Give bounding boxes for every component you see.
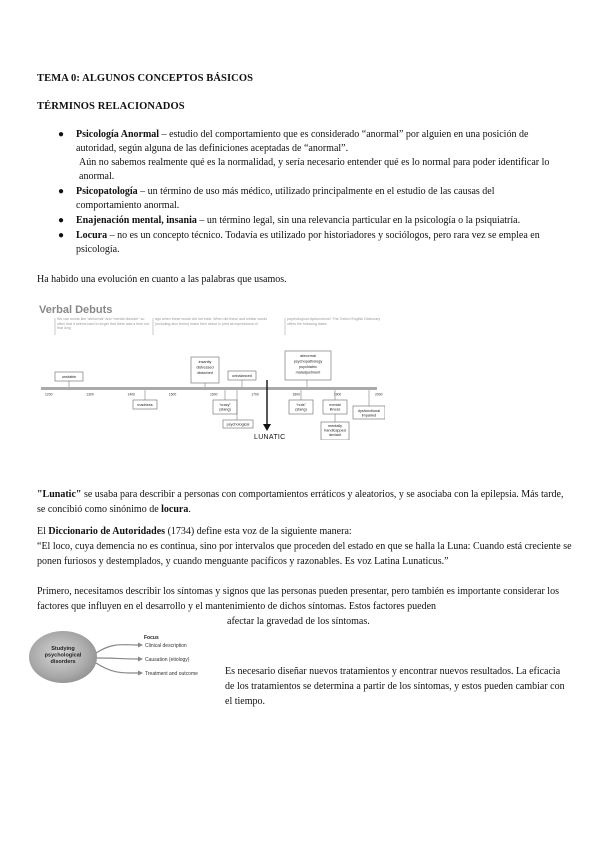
term-label-line: psychological [44,652,82,659]
lunatic-paragraph [37,487,573,517]
term-definition: – un término legal, sin una relevancia particular en la psicología o la psiquiatría. [196,215,521,226]
bullet-icon: ● [58,186,65,197]
term-label [329,403,341,412]
arrow-right-icon [138,657,143,662]
diccionario-paragraph [37,524,573,569]
timeline-year: 1700 [251,392,259,397]
term-label-line: abnormal [300,354,316,358]
dicc-pre: El [37,526,49,537]
term-label-line: mentally [327,424,343,428]
figure-caption: We use words like “abnormal” and “mental disorder” so often that it seems hard to forget that there was a time not that long [57,317,150,331]
figure-title: Verbal Debuts [39,304,113,316]
term-label-line: “nuts” [296,403,306,407]
term-label: unbalanced [232,374,252,378]
term-label-line: psychopathology [293,359,323,364]
timeline-year: 1300 [86,392,94,397]
timeline-year: 1600 [210,392,218,397]
list-item [56,128,556,184]
timeline-year: 1500 [168,392,177,397]
dicc-term: Diccionario de Autoridades [48,526,166,537]
term-label-line: (slang) [295,407,307,412]
timeline-year: 2000 [375,392,383,397]
figure-caption: ago when these words did not exist. When did these and similar words (including also terms) make their debut in print as expressions of [155,317,268,326]
term-label-line: psychiatric [299,365,317,369]
term-label: Psicopatología [76,186,138,197]
list-item [56,214,556,228]
focus-label: Focus [144,635,159,641]
term-label: Locura [76,230,108,241]
diagram-arrow [96,645,138,653]
term-label [196,360,213,375]
term-label-line: handicapped [324,428,346,433]
lunatic-text: se usaba para describir a personas con comportamientos erráticos y aleatorios, y se asociaba con la epilepsia. Más tarde, se concibió como sinónimo de [37,489,564,515]
term-label-line: insanity [198,360,212,364]
lunatic-label: LUNATIC [254,434,286,441]
term-label-line: mental [329,403,341,407]
bullet-icon: ● [58,129,65,140]
bullet-icon: ● [58,230,65,241]
term-label-line: Studying [51,646,75,652]
term-label-line: (slang) [219,407,231,412]
term-label [295,403,307,412]
term-label: madness [137,403,153,407]
term-label-line: disturbed [197,371,213,375]
term-definition: – estudio del comportamiento que es considerado “anormal” por alguien en una posición de autoridad, según alguna de las definiciones aceptadas de “anormal”. [76,129,529,154]
diagram-item: Causation (etiology) [145,657,190,663]
final-paragraph: Es necesario diseñar nuevos tratamientos y encontrar nuevos resultados. La eficacia de los tratamientos se determina a partir de los síntomas, y estos pueden cambiar con el tiempo. [225,666,565,707]
term-label: Psicología Anormal [76,129,160,140]
term-label-line: deviant [328,433,342,437]
diagram-item: Treatment and outcome [145,671,198,677]
term-label-line: “crazy” [219,403,231,407]
timeline-bar [41,387,377,390]
primero-text: Primero, necesitamos describir los síntomas y signos que las personas pueden presentar, pero también es importante considerar los factores que influyen en el desarrollo y el mantenimiento de dichos síntomas. Estos factores pueden [37,586,559,612]
terms-list [56,128,556,258]
lunatic-term: "Lunatic" [37,489,82,500]
dicc-post: (1734) define esta voz de la siguiente manera: [165,526,352,537]
primero-paragraph [37,584,573,629]
term-label: psychological [226,422,250,427]
primero-last: afectar la gravedad de los síntomas. [227,616,370,627]
term-label-line: illness [329,407,341,412]
diagram-arrow [97,658,138,659]
term-label-line: dysfunctional [357,409,381,413]
lunatic-end: . [188,504,191,515]
figure-caption: psychological dysfunctions? The Oxford English Dictionary offers the following dates [287,317,381,326]
arrow-right-icon [138,643,143,648]
section-heading: TÉRMINOS RELACIONADOS [37,101,185,112]
term-label-line: disorders [50,659,76,665]
dicc-quote: “El loco, cuya demencia no es continua, sino por intervalos que proceden del estado en que se halla la Luna: Cuando está creciente se ponen furiosos y destemplados, y cuando menguante pacíficos y razonables. Es voz Latina Lunaticus.” [37,541,572,567]
term-note: Aún no sabemos realmente qué es la normalidad, y sería necesario entender qué es lo normal para poder identificar lo anormal. [79,157,550,182]
diagram-item: Clinical description [145,643,187,649]
diagram-arrow [96,663,138,673]
term-definition: – no es un concepto técnico. Todavía es utilizado por historiadores y sociólogos, pero rara vez se emplea en psicología. [76,230,540,255]
term-label [219,403,231,412]
term-label-line: distressed [196,365,214,370]
locura-term: locura [161,504,189,515]
term-label: Enajenación mental, insania [76,215,197,226]
studying-diagram [28,628,228,690]
timeline-year: 1800 [292,392,301,397]
term-label-line: impaired [361,413,377,418]
term-label-line: maladjustment [295,370,321,375]
verbal-debuts-figure [35,300,385,440]
bullet-icon: ● [58,215,65,226]
timeline-year: 1900 [333,392,342,397]
term-definition: – un término de uso más médico, utilizado principalmente en el estudio de las causas del comportamiento anormal. [76,186,495,211]
list-item [56,229,556,257]
page-title: TEMA 0: ALGUNOS CONCEPTOS BÁSICOS [37,73,254,84]
arrow-right-icon [138,671,143,676]
list-item [56,185,556,213]
timeline-year: 1400 [127,392,136,397]
term-label: unstable [61,375,77,379]
timeline-year: 1200 [45,392,53,397]
evolution-text: Ha habido una evolución en cuanto a las palabras que usamos. [37,274,287,285]
